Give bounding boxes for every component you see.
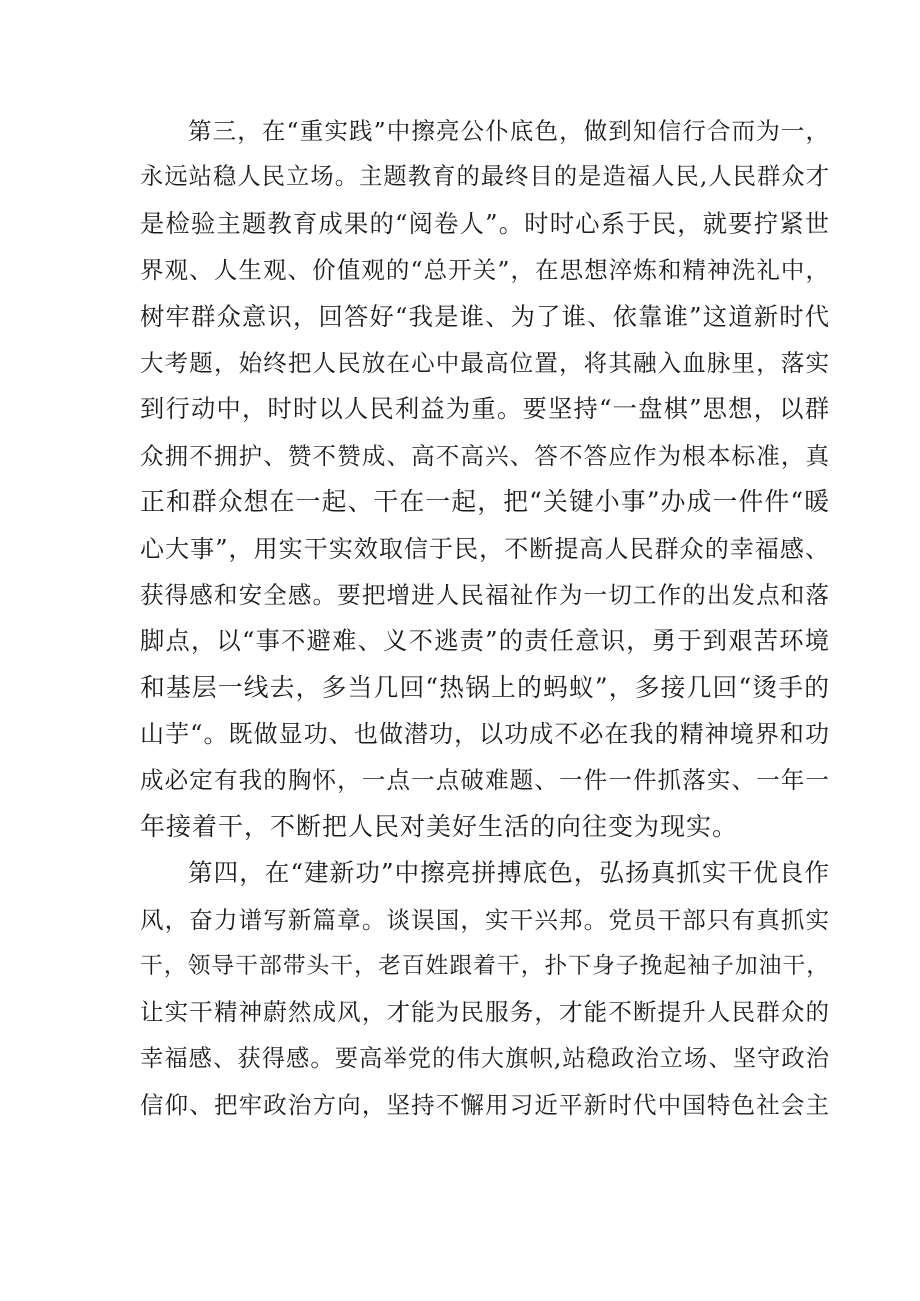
paragraph-line: 树牢群众意识，回答好“我是谁、为了谁、依靠谁”这道新时代 bbox=[140, 301, 830, 331]
paragraph-line: 第三，在“重实践”中擦亮公仆底色，做到知信行合而为一， bbox=[188, 117, 830, 145]
paragraph-line: 风，奋力谱写新篇章。谈误国，实干兴邦。党员干部只有真抓实 bbox=[140, 905, 830, 934]
paragraph-line: 和基层一线去，多当几回“热锅上的蚂蚁”，多接几回“烫手的 bbox=[140, 672, 830, 702]
body-text bbox=[140, 108, 830, 1129]
paragraph-line: 干，领导干部带头干，老百姓跟着干，扑下身子挽起袖子加油干， bbox=[140, 953, 830, 980]
paragraph-line: 第四，在“建新功”中擦亮拼搏底色，弘扬真抓实干优良作 bbox=[188, 858, 830, 888]
paragraph-line: 山芋“。既做显功、也做潜功，以功成不必在我的精神境界和功 bbox=[140, 720, 830, 749]
paragraph-line: 成必定有我的胸怀，一点一点破难题、一件一件抓落实、一年一 bbox=[140, 766, 830, 795]
paragraph-line: 获得感和安全感。要把增进人民福祉作为一切工作的出发点和落 bbox=[140, 580, 830, 609]
paragraph-line: 是检验主题教育成果的“阅卷人”。时时心系于民，就要拧紧世 bbox=[140, 208, 830, 238]
paragraph-line: 界观、人生观、价值观的“总开关”，在思想淬炼和精神洗礼中， bbox=[140, 256, 830, 285]
paragraph-line: 信仰、把牢政治方向，坚持不懈用习近平新时代中国特色社会主 bbox=[140, 1091, 830, 1120]
paragraph-line: 众拥不拥护、赞不赞成、高不高兴、答不答应作为根本标准，真 bbox=[140, 441, 830, 470]
paragraph-line: 年接着干，不断把人民对美好生活的向往变为现实。 bbox=[140, 811, 739, 841]
paragraph-line: 脚点，以“事不避难、义不逃责”的责任意识，勇于到艰苦环境 bbox=[140, 626, 830, 656]
paragraph-line: 幸福感、获得感。要高举党的伟大旗帜,站稳政治立场、坚守政治 bbox=[140, 1044, 830, 1072]
paragraph-line: 心大事”，用实干实效取信于民，不断提高人民群众的幸福感、 bbox=[140, 534, 830, 563]
paragraph-line: 永远站稳人民立场。主题教育的最终目的是造福人民,人民群众才 bbox=[140, 163, 830, 191]
paragraph-line: 正和群众想在一起、干在一起，把“关键小事”办成一件件“暖 bbox=[140, 487, 830, 517]
paragraph-line: 让实干精神蔚然成风，才能为民服务，才能不断提升人民群众的 bbox=[140, 998, 830, 1027]
paragraph-line: 大考题，始终把人民放在心中最高位置，将其融入血脉里，落实 bbox=[140, 348, 830, 377]
paragraph-line: 到行动中，时时以人民利益为重。要坚持“一盘棋”思想，以群 bbox=[140, 394, 830, 424]
